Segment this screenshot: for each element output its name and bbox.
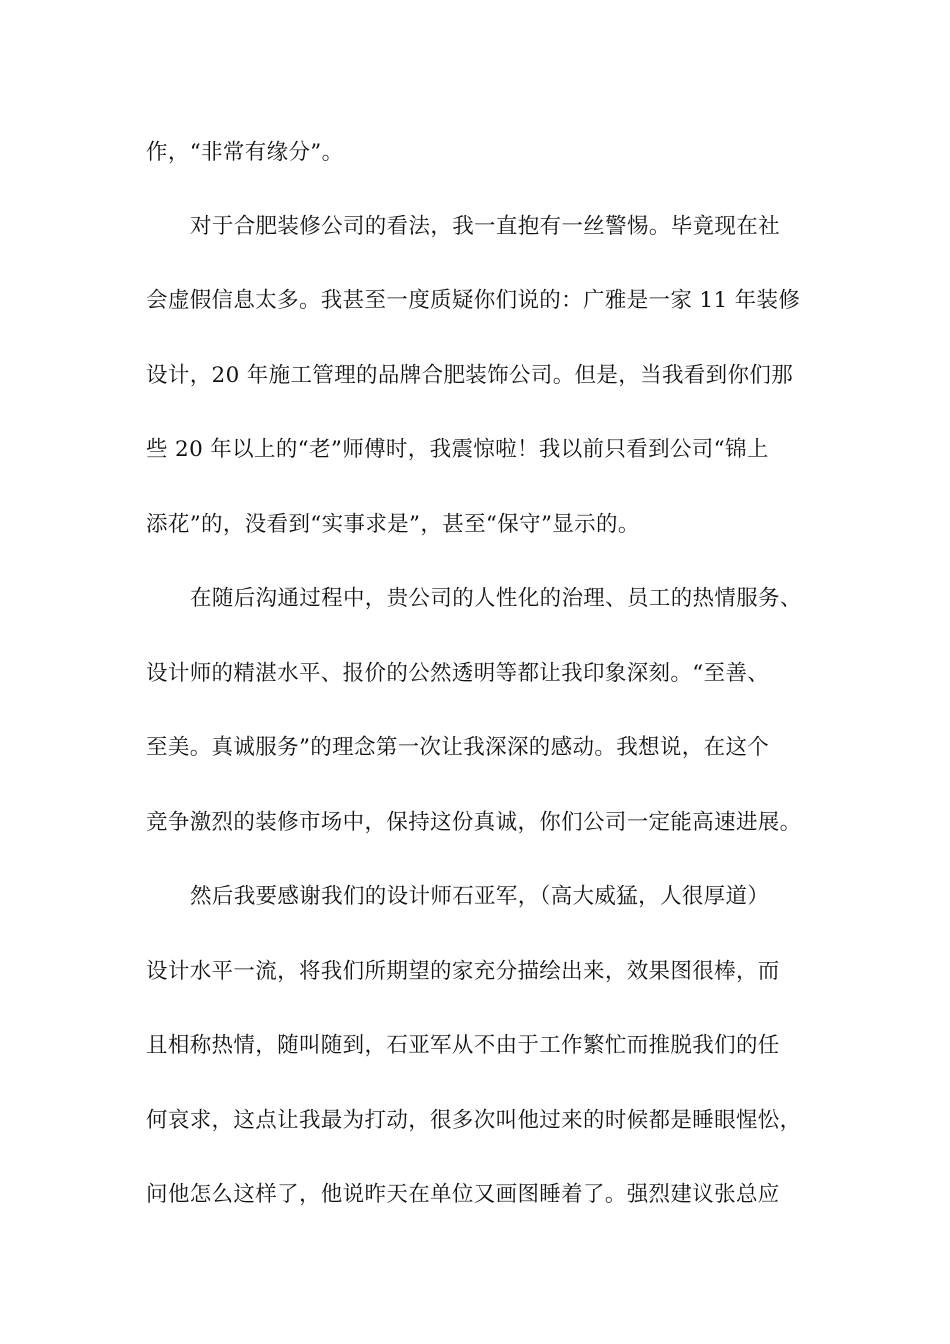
text-line-15: 问他怎么这样了，他说昨天在单位又画图睡着了。强烈建议张总应 [146, 1182, 780, 1207]
text-line-11: 然后我要感谢我们的设计师石亚军，（高大威猛，人很厚道） [190, 884, 770, 909]
text-line-12: 设计水平一流，将我们所期望的家充分描绘出来，效果图很棒，而 [146, 959, 780, 984]
text-line-9: 至美。真诚服务”的理念第一次让我深深的感动。我想说，在这个 [146, 735, 770, 760]
text-line-2: 对于合肥装修公司的看法，我一直抱有一丝警惕。毕竟现在社 [190, 214, 780, 239]
text-line-6: 添花”的，没看到“实事求是”，甚至“保守”显示的。 [146, 512, 640, 537]
text-line-8: 设计师的精湛水平、报价的公然透明等都让我印象深刻。“至善、 [146, 661, 770, 686]
text-line-5: 些 20 年以上的“老”师傅时，我震惊啦！我以前只看到公司“锦上 [146, 437, 769, 462]
text-line-4: 设计，20 年施工管理的品牌合肥装饰公司。但是，当我看到你们那 [146, 363, 794, 388]
text-line-7: 在随后沟通过程中，贵公司的人性化的治理、员工的热情服务、 [190, 586, 802, 611]
text-line-13: 且相称热情，随叫随到，石亚军从不由于工作繁忙而推脱我们的任 [146, 1033, 780, 1058]
text-line-14: 何哀求，这点让我最为打动，很多次叫他过来的时候都是睡眼惺忪， [146, 1108, 802, 1133]
text-line-3: 会虚假信息太多。我甚至一度质疑你们说的：广雅是一家 11 年装修 [146, 288, 801, 313]
text-line-10: 竞争激烈的装修市场中，保持这份真诚，你们公司一定能高速进展。 [146, 810, 802, 835]
text-line-1: 作，“非常有缘分”。 [146, 140, 344, 165]
